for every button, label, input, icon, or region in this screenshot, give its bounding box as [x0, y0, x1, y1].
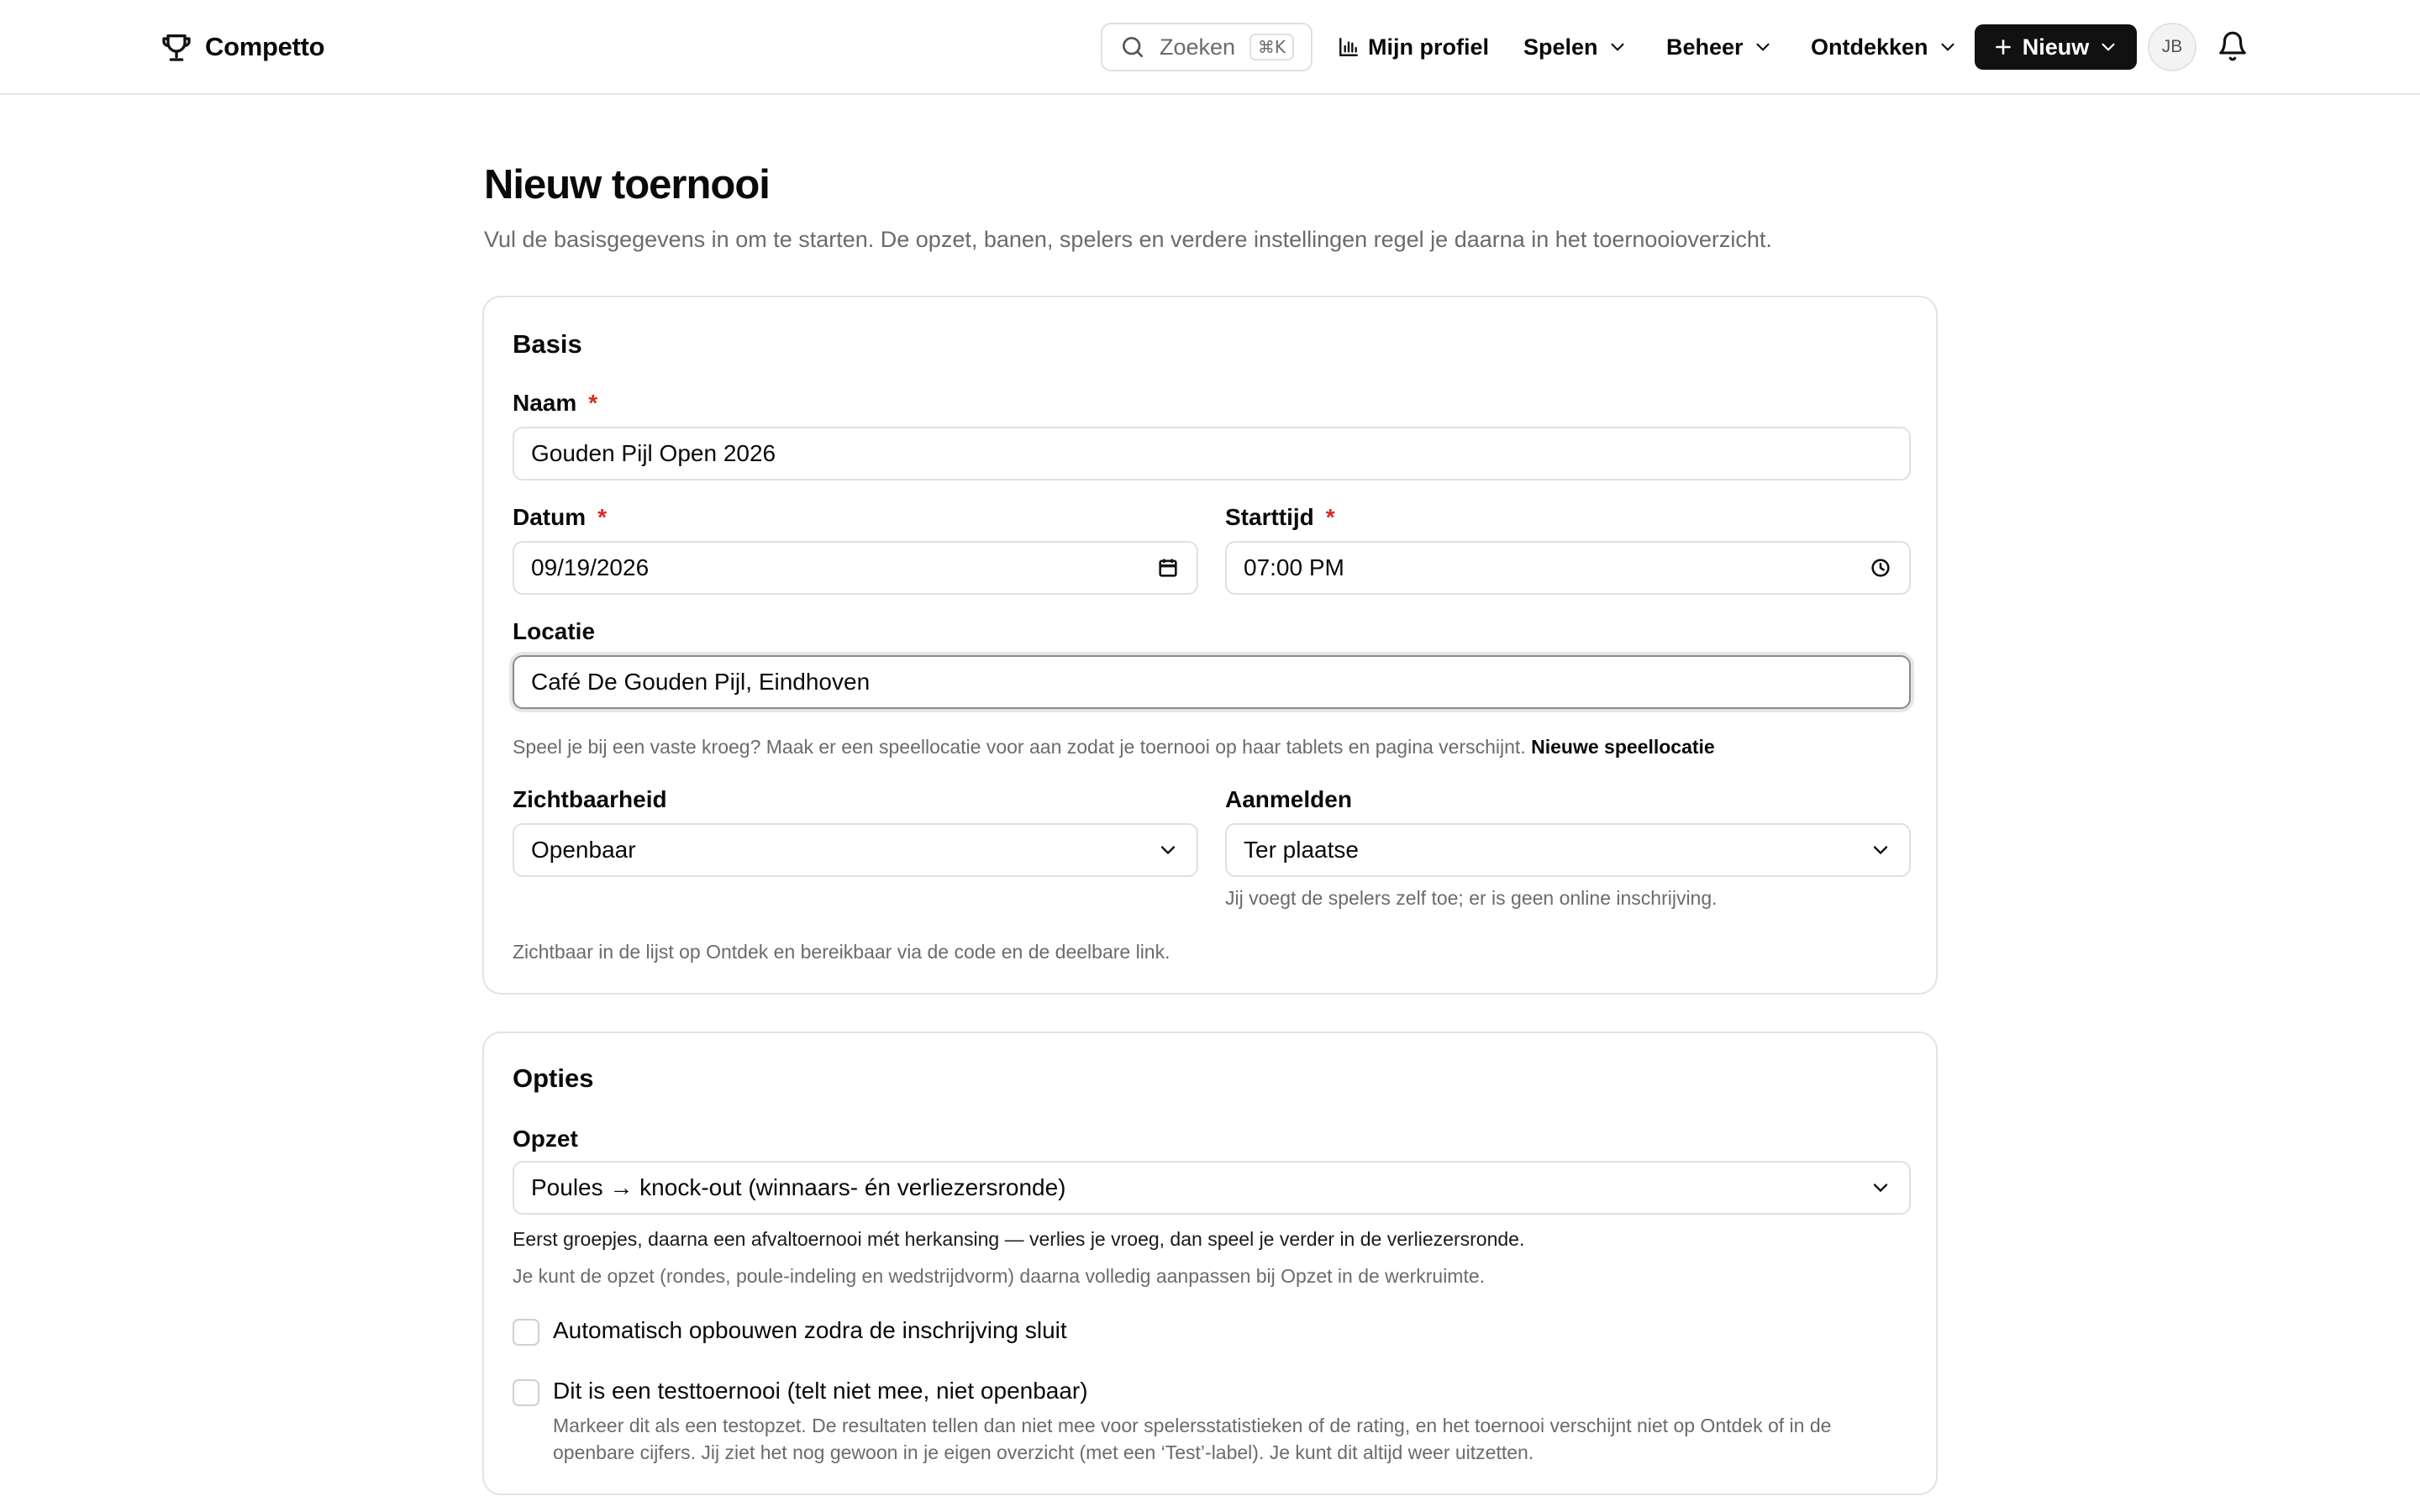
nav-play-menu[interactable] [1523, 29, 1628, 66]
registration-label-text: Aanmelden [1225, 786, 1352, 812]
nav-profile[interactable] [1338, 29, 1489, 66]
required-marker: * [597, 504, 608, 530]
plus-icon [1992, 36, 2014, 58]
search-placeholder: Zoeken [1160, 34, 1236, 60]
nav-manage-label: Beheer [1666, 34, 1744, 60]
format-select[interactable] [513, 1161, 1911, 1215]
basis-card [482, 296, 1938, 995]
trophy-icon [160, 30, 193, 64]
registration-help: Jij voegt de spelers zelf toe; er is geen online inschrijving. [1225, 887, 1718, 909]
test-tournament-help-line-1: Markeer dit als een testopzet. De resultaten tellen dan niet mee voor spelersstatistieken of de rating, en het toernooi verschijnt niet op Ontdek of in de [553, 1415, 1832, 1436]
new-menu-button[interactable] [1975, 24, 2137, 70]
format-select-value: Poules → knock-out (winnaars- én verliezersronde) [531, 1174, 1066, 1200]
registration-select[interactable] [1225, 823, 1911, 877]
chevron-down-icon [1937, 36, 1959, 58]
required-marker: * [588, 390, 598, 416]
new-button-label: Nieuw [2022, 34, 2090, 60]
visibility-help: Zichtbaar in de lijst op Ontdek en bereikbaar via de code en de deelbare link. [513, 941, 1171, 963]
location-help [513, 736, 1715, 759]
format-label-text: Opzet [513, 1126, 578, 1152]
registration-select-value: Ter plaatse [1244, 837, 1359, 863]
chevron-down-icon [2097, 36, 2119, 58]
date-label-text: Datum [513, 504, 587, 530]
start-time-label-text: Starttijd [1225, 504, 1314, 530]
test-tournament-label[interactable]: Dit is een testtoernooi (telt niet mee, niet openbaar) [553, 1378, 1088, 1404]
chevron-down-icon [1869, 1176, 1892, 1200]
date-field-value: 09/19/2026 [531, 554, 650, 580]
new-venue-link[interactable]: Nieuwe speellocatie [1531, 736, 1715, 758]
test-tournament-checkbox[interactable] [513, 1379, 539, 1406]
options-card [482, 1032, 1938, 1495]
name-label [513, 390, 597, 417]
test-tournament-help-line-2: openbare cijfers. Jij ziet het nog gewoon in je eigen overzicht (met een ‘Test’-label). Je kunt dit altijd weer uitzetten. [553, 1441, 1534, 1463]
location-label-text: Locatie [513, 618, 596, 644]
location-help-text: Speel je bij een vaste kroeg? Maak er een speellocatie voor aan zodat je toernooi op haar tablets en pagina verschijnt. [513, 736, 1526, 758]
brand-name: Competto [205, 32, 325, 61]
start-time-field[interactable] [1225, 541, 1911, 595]
visibility-select[interactable] [513, 823, 1198, 877]
nav-discover-menu[interactable] [1811, 29, 1959, 66]
calendar-icon[interactable] [1156, 556, 1180, 580]
nav-play-label: Spelen [1523, 34, 1598, 60]
location-field[interactable] [513, 655, 1911, 709]
page-subtitle: Vul de basisgegevens in om te starten. De opzet, banen, spelers en verdere instellingen regel je daarna in het toernooioverzicht. [484, 227, 1772, 252]
start-time-value: 07:00 PM [1244, 554, 1344, 580]
name-field-value: Gouden Pijl Open 2026 [531, 440, 776, 466]
start-time-label [1225, 504, 1335, 531]
bar-chart-icon [1338, 36, 1360, 58]
chevron-down-icon [1869, 838, 1892, 862]
format-description: Eerst groepjes, daarna een afvaltoernooi mét herkansing — verlies je vroeg, dan speel je verder in de verliezersronde. [513, 1228, 1525, 1250]
search-shortcut: ⌘K [1249, 34, 1294, 60]
format-help: Je kunt de opzet (rondes, poule-indeling en wedstrijdvorm) daarna volledig aanpassen bij Opzet in de werkruimte. [513, 1265, 1486, 1287]
visibility-label [513, 786, 667, 813]
search-button[interactable] [1101, 23, 1313, 71]
required-marker: * [1325, 504, 1335, 530]
date-field[interactable] [513, 541, 1198, 595]
top-navigation [0, 0, 2420, 95]
nav-discover-label: Ontdekken [1811, 34, 1928, 60]
clock-icon[interactable] [1869, 556, 1892, 580]
name-field[interactable] [513, 427, 1911, 480]
nav-profile-label: Mijn profiel [1368, 34, 1489, 60]
nav-manage-menu[interactable] [1666, 29, 1774, 66]
format-label [513, 1126, 578, 1152]
search-icon [1119, 34, 1146, 60]
visibility-label-text: Zichtbaarheid [513, 786, 667, 812]
user-avatar[interactable]: JB [2148, 23, 2196, 71]
options-section-title: Opties [513, 1063, 594, 1093]
chevron-down-icon [1752, 36, 1774, 58]
basis-section-title: Basis [513, 329, 582, 359]
name-label-text: Naam [513, 390, 577, 416]
location-label [513, 618, 595, 645]
location-field-value: Café De Gouden Pijl, Eindhoven [531, 669, 871, 695]
brand-logo[interactable] [160, 29, 324, 66]
chevron-down-icon [1607, 36, 1628, 58]
chevron-down-icon [1156, 838, 1180, 862]
auto-build-checkbox[interactable] [513, 1319, 539, 1346]
page-title: Nieuw toernooi [484, 162, 770, 207]
bell-icon[interactable] [2217, 30, 2249, 62]
date-label [513, 504, 607, 531]
visibility-select-value: Openbaar [531, 837, 636, 863]
auto-build-label[interactable]: Automatisch opbouwen zodra de inschrijving sluit [553, 1317, 1067, 1343]
registration-label [1225, 786, 1352, 813]
